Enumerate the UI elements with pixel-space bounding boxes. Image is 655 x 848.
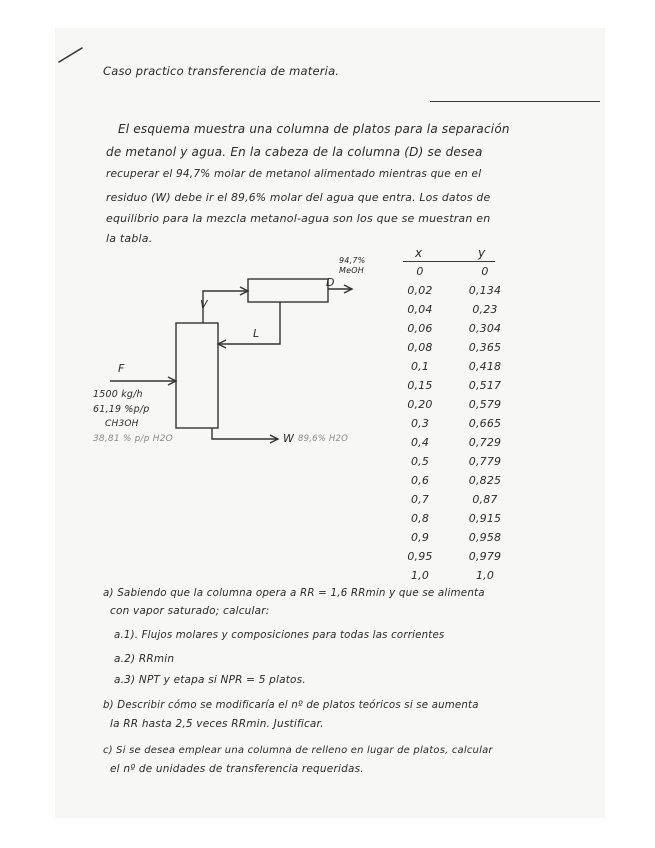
table-cell-y: 0,979 [468,550,502,563]
label-l: L [253,327,260,340]
table-cell-y: 0 [481,265,489,278]
label-v: V [200,298,208,311]
table-row [395,455,545,475]
table-row [395,474,545,494]
table-cell-y: 0,729 [468,436,502,449]
table-cell-x: 0,15 [407,379,433,392]
table-cell-x: 0,95 [407,550,433,563]
table-header-rule [403,261,495,262]
table-cell-y: 0,23 [472,303,498,316]
table-cell-y: 0,779 [468,455,502,468]
condenser [248,279,328,302]
question-c-line-2: el nº de unidades de transferencia requeridas. [110,763,364,775]
table-cell-x: 0 [416,265,424,278]
equilibrium-table [395,246,545,586]
table-row [395,417,545,437]
reflux-line [218,302,280,344]
table-cell-y: 0,304 [468,322,502,335]
table-cell-y: 0,915 [468,512,502,525]
label-f: F [118,362,125,375]
table-row [395,284,545,304]
d-spec-2: MeOH [339,266,364,275]
table-row [395,569,545,589]
w-spec: 89,6% H2O [298,434,348,444]
table-cell-y: 0,517 [468,379,502,392]
label-d: D [326,276,335,289]
intro-line-2: de metanol y agua. En la cabeza de la columna (D) se desea [106,145,483,159]
table-cell-x: 0,1 [410,360,430,373]
title-rule [430,101,600,102]
question-a1: a.1). Flujos molares y composiciones para todas las corrientes [114,630,445,641]
table-cell-y: 0,418 [468,360,502,373]
table-row [395,303,545,323]
table-row [395,322,545,342]
table-row [395,436,545,456]
feed-water: 38,81 % p/p H2O [93,434,173,444]
question-c-line-1: c) Si se desea emplear una columna de relleno en lugar de platos, calcular [103,745,493,756]
column-body [176,323,218,428]
page-title: Caso practico transferencia de materia. [103,64,340,78]
table-cell-x: 0,5 [410,455,430,468]
vapor-line [203,291,248,323]
tick-mark-icon [56,42,86,66]
table-cell-x: 0,3 [410,417,430,430]
question-b-line-2: la RR hasta 2,5 veces RRmin. Justificar. [110,718,324,730]
table-cell-x: 0,6 [410,474,430,487]
table-row [395,360,545,380]
table-row [395,493,545,513]
table-header-y: y [478,246,486,260]
intro-line-4: residuo (W) debe ir el 89,6% molar del agua que entra. Los datos de [106,191,491,204]
table-cell-y: 0,365 [468,341,502,354]
question-a2: a.2) RRmin [114,653,175,665]
table-cell-x: 0,08 [407,341,433,354]
table-cell-y: 0,825 [468,474,502,487]
table-cell-y: 0,87 [472,493,498,506]
table-row [395,398,545,418]
table-cell-y: 0,579 [468,398,502,411]
table-cell-y: 0,665 [468,417,502,430]
table-cell-y: 0,958 [468,531,502,544]
intro-line-6: la tabla. [106,232,153,245]
table-row [395,531,545,551]
table-cell-x: 0,4 [410,436,430,449]
table-row [395,265,545,285]
table-cell-x: 0,7 [410,493,430,506]
table-cell-x: 0,8 [410,512,430,525]
table-cell-x: 1,0 [410,569,430,582]
table-row [395,341,545,361]
question-a3: a.3) NPT y etapa si NPR = 5 platos. [114,674,306,686]
question-a-line-2: con vapor saturado; calcular: [110,605,270,617]
residue-line [212,428,278,439]
table-row [395,512,545,532]
intro-line-5: equilibrio para la mezcla metanol-agua son los que se muestran en [106,212,491,225]
table-row [395,379,545,399]
feed-component: CH3OH [105,419,139,429]
feed-flow: 1500 kg/h [93,389,143,400]
feed-composition: 61,19 %p/p [93,404,150,415]
table-cell-x: 0,20 [407,398,433,411]
table-cell-x: 0,02 [407,284,433,297]
intro-line-1: El esquema muestra una columna de platos para la separación [118,122,510,136]
question-a-line-1: a) Sabiendo que la columna opera a RR = 1,6 RRmin y que se alimenta [103,587,485,599]
table-cell-y: 0,134 [468,284,502,297]
label-w: W [283,432,295,445]
table-cell-x: 0,06 [407,322,433,335]
table-cell-x: 0,04 [407,303,433,316]
table-row [395,550,545,570]
question-b-line-1: b) Describir cómo se modificaría el nº de platos teóricos si se aumenta [103,700,479,711]
intro-line-3: recuperar el 94,7% molar de metanol alimentado mientras que en el [106,168,482,180]
table-cell-y: 1,0 [475,569,495,582]
table-cell-x: 0,9 [410,531,430,544]
d-spec-1: 94,7% [339,256,366,265]
table-header-x: x [415,246,423,260]
